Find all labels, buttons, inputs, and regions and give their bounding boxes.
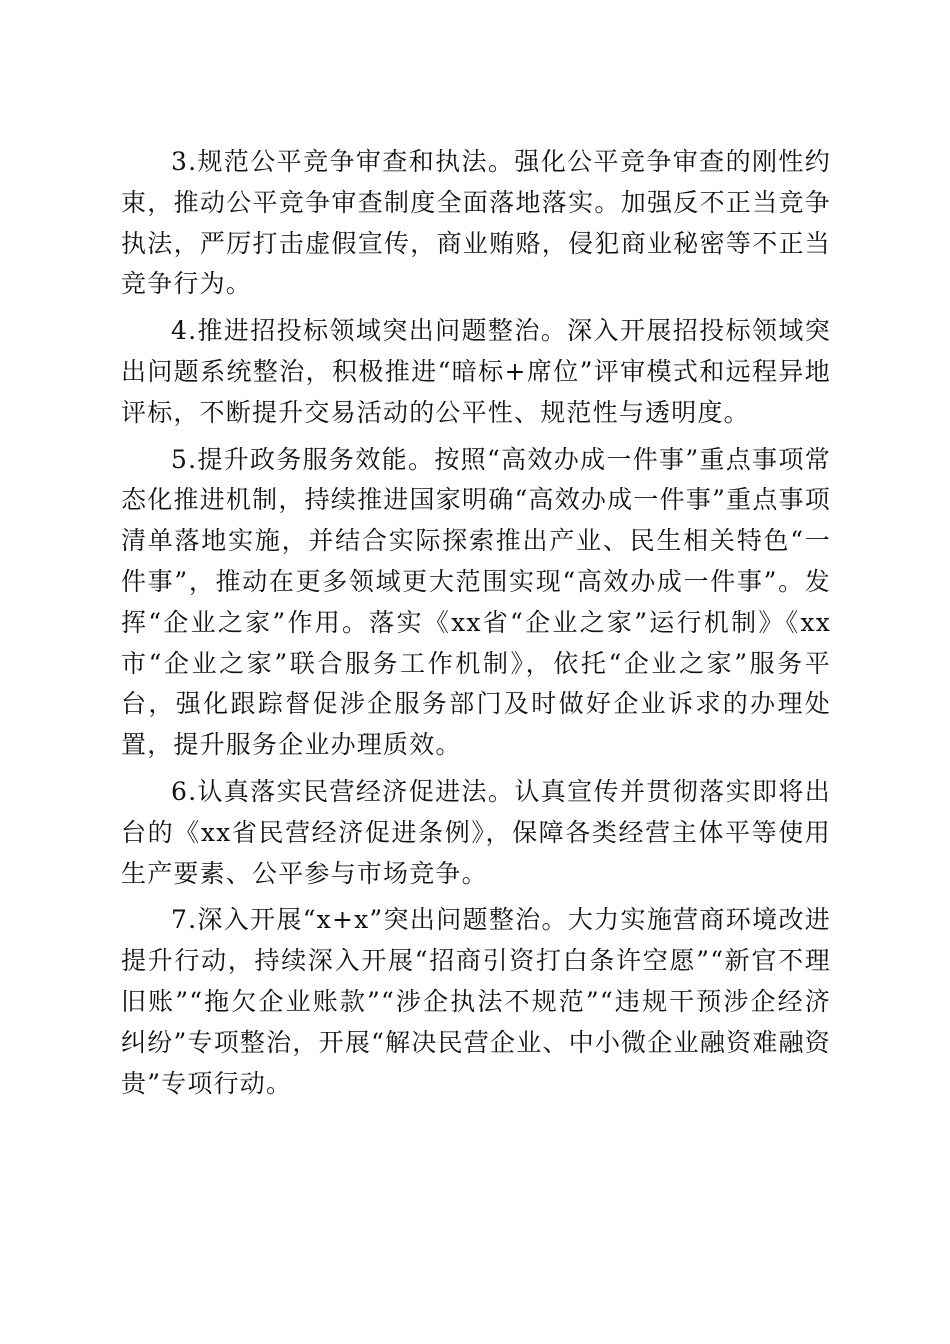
- paragraph-item-6: 6.认真落实民营经济促进法。认真宣传并贯彻落实即将出台的《xx省民营经济促进条例》，保障各类经营主体平等使用生产要素、公平参与市场竞争。: [121, 776, 831, 888]
- paragraph-item-4: 4.推进招投标领域突出问题整治。深入开展招投标领域突出问题系统整治，积极推进“暗标+席位”评审模式和远程异地评标，不断提升交易活动的公平性、规范性与透明度。: [121, 316, 831, 427]
- paragraph-item-7: 7.深入开展“x+x”突出问题整治。大力实施营商环境改进提升行动，持续深入开展“招商引资打白条许空愿”“新官不理旧账”“拖欠企业账款”“涉企执法不规范”“违规干预涉企经济纠纷”专项整治，开展“解决民营企业、中小微企业融资难融资贵”专项行动。: [121, 905, 831, 1098]
- document-body: [121, 142, 831, 1110]
- paragraph-item-3: 3.规范公平竞争审查和执法。强化公平竞争审查的刚性约束，推动公平竞争审查制度全面落地落实。加强反不正当竞争执法，严厉打击虚假宣传，商业贿赂，侵犯商业秘密等不正当竞争行为。: [121, 147, 831, 299]
- paragraph-item-5: 5.提升政务服务效能。按照“高效办成一件事”重点事项常态化推进机制，持续推进国家明确“高效办成一件事”重点事项清单落地实施，并结合实际探索推出产业、民生相关特色“一件事”，推动在更多领域更大范围实现“高效办成一件事”。发挥“企业之家”作用。落实《xx省“企业之家”运行机制》《xx市“企业之家”联合服务工作机制》，依托“企业之家”服务平台，强化跟踪督促涉企服务部门及时做好企业诉求的办理处置，提升服务企业办理质效。: [121, 444, 831, 760]
